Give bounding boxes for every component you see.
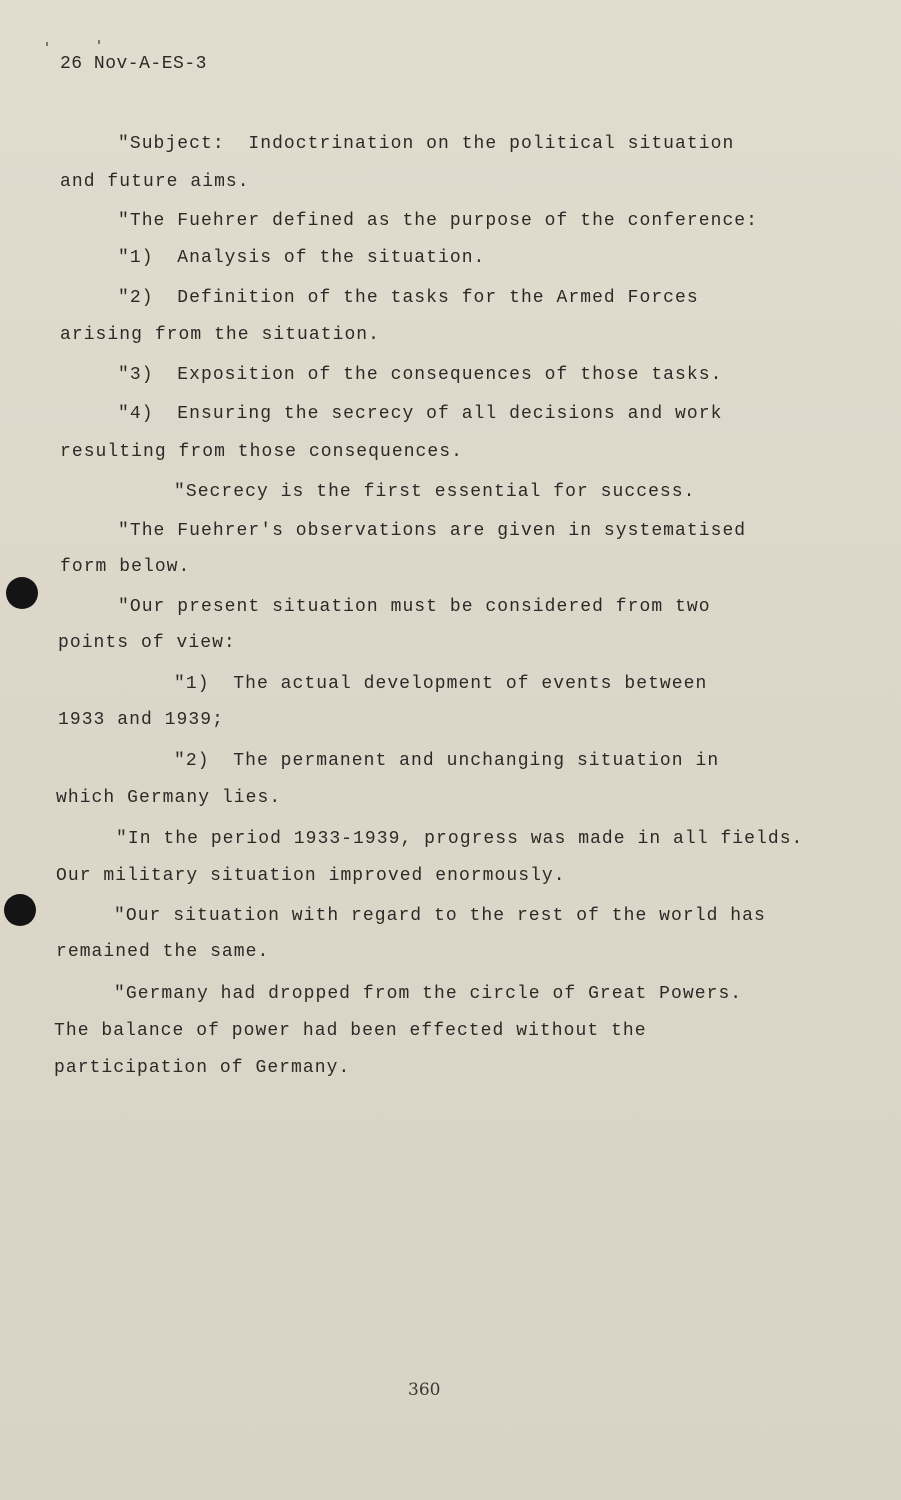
text-line: "1) The actual development of events between xyxy=(174,674,708,694)
text-line: "Our situation with regard to the rest of the world has xyxy=(114,906,766,926)
text-line: "2) Definition of the tasks for the Armed Forces xyxy=(118,288,699,308)
text-line: The balance of power had been effected without the xyxy=(54,1021,647,1041)
paper-speck xyxy=(98,40,100,44)
text-line: "Subject: Indoctrination on the political situation xyxy=(118,134,735,154)
text-line: "Secrecy is the first essential for success. xyxy=(174,482,696,502)
text-line: "The Fuehrer's observations are given in systematised xyxy=(118,521,747,541)
text-line: participation of Germany. xyxy=(54,1058,351,1078)
text-line: "3) Exposition of the consequences of those tasks. xyxy=(118,365,723,385)
punch-hole-upper xyxy=(6,577,38,609)
text-line: arising from the situation. xyxy=(60,325,380,345)
text-line: "The Fuehrer defined as the purpose of the conference: xyxy=(118,211,758,231)
text-line: Our military situation improved enormously. xyxy=(56,866,566,886)
text-line: and future aims. xyxy=(60,172,250,192)
text-line: "2) The permanent and unchanging situation in xyxy=(174,751,720,771)
text-line: "In the period 1933-1939, progress was made in all fields. xyxy=(116,829,804,849)
text-line: remained the same. xyxy=(56,942,270,962)
page-number: 360 xyxy=(408,1380,441,1400)
text-line: which Germany lies. xyxy=(56,788,282,808)
paper-speck xyxy=(46,42,48,46)
text-line: "Germany had dropped from the circle of Great Powers. xyxy=(114,984,743,1004)
text-line: 1933 and 1939; xyxy=(58,710,224,730)
document-id: 26 Nov-A-ES-3 xyxy=(60,54,207,74)
text-line: form below. xyxy=(60,557,191,577)
text-line: resulting from those consequences. xyxy=(60,442,463,462)
text-line: "4) Ensuring the secrecy of all decisions and work xyxy=(118,404,723,424)
text-line: "Our present situation must be considered from two xyxy=(118,597,711,617)
text-line: points of view: xyxy=(58,633,236,653)
punch-hole-lower xyxy=(4,894,36,926)
text-line: "1) Analysis of the situation. xyxy=(118,248,486,268)
